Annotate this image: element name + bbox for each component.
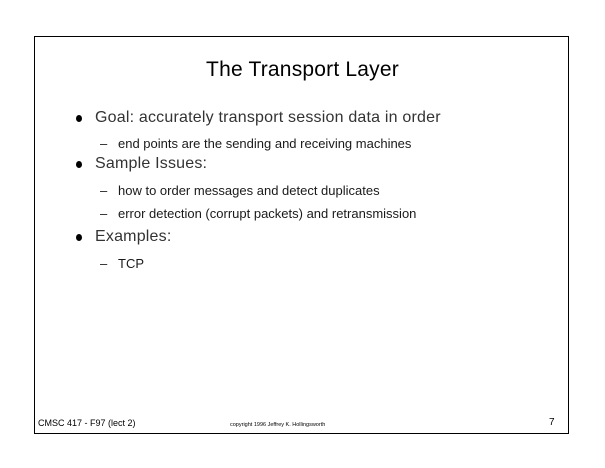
dash-icon: – <box>100 206 108 221</box>
bullet-item-goal <box>76 109 441 127</box>
sub-item-text: end points are the sending and receiving machines <box>118 136 412 151</box>
dash-icon: – <box>100 183 108 198</box>
sub-item <box>100 256 144 271</box>
bullet-dot-icon <box>76 115 82 122</box>
footer-copyright: copyright 1996 Jeffrey K. Hollingsworth <box>230 422 326 428</box>
bullet-dot-icon <box>76 161 82 168</box>
sub-item-text: TCP <box>118 256 144 271</box>
slide-title: The Transport Layer <box>206 58 399 81</box>
dash-icon: – <box>100 136 108 151</box>
bullet-text: Examples: <box>95 228 172 245</box>
page-number: 7 <box>549 417 555 428</box>
dash-icon: – <box>100 256 108 271</box>
bullet-item-examples <box>76 228 172 246</box>
bullet-item-sample-issues <box>76 155 207 173</box>
bullet-dot-icon <box>76 234 82 241</box>
bullet-text: Sample Issues: <box>95 155 208 172</box>
sub-item <box>100 136 411 151</box>
sub-item <box>100 206 416 221</box>
footer-course: CMSC 417 - F97 (lect 2) <box>38 418 136 428</box>
sub-item-text: how to order messages and detect duplicates <box>118 183 380 198</box>
sub-item <box>100 183 380 198</box>
bullet-text: Goal: accurately transport session data in order <box>95 109 441 126</box>
sub-item-text: error detection (corrupt packets) and retransmission <box>118 206 417 221</box>
